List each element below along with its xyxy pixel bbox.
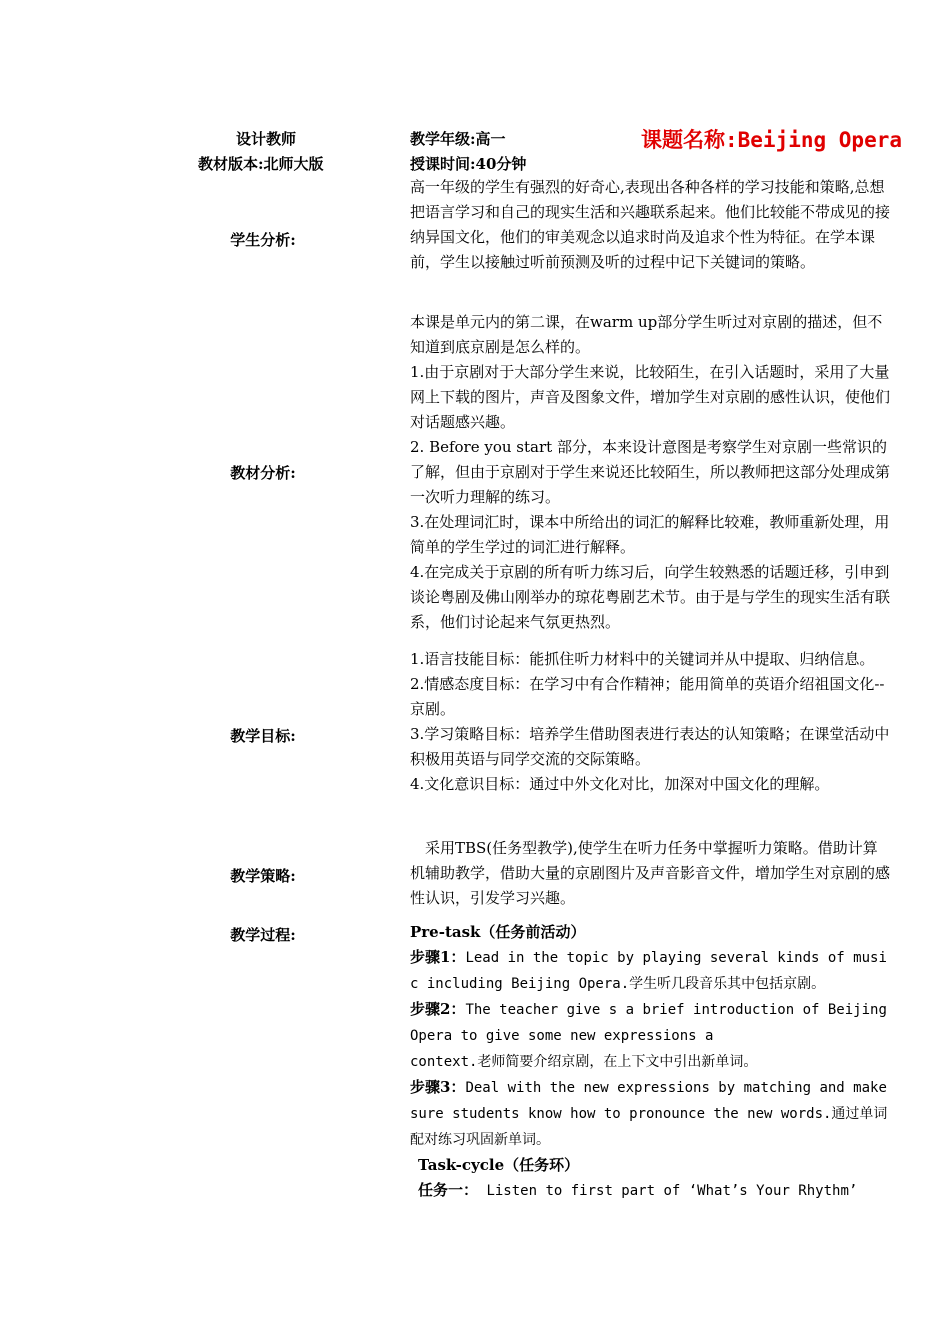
objective-item: 3.学习策略目标：培养学生借助图表进行表达的认知策略；在课堂活动中积极用英语与同学交流的交际策略。 — [410, 725, 890, 768]
page-title: 课题名称:Beijing Opera — [641, 128, 903, 152]
process-label: 教学过程: — [230, 926, 296, 944]
material-analysis-text — [410, 310, 892, 635]
material-paragraph: 3.在处理词汇时，课本中所给出的词汇的解释比较难，教师重新处理，用简单的学生学过的词汇进行解释。 — [410, 513, 890, 556]
step-text: context.老师简要介绍京剧，在上下文中引出新单词。 — [410, 1054, 758, 1070]
step-label: 步骤2： — [410, 1000, 466, 1018]
step-label: 步骤1： — [410, 948, 466, 966]
grade-label: 教学年级:高一 — [410, 130, 506, 148]
step-label: 步骤3： — [410, 1078, 466, 1096]
process-step — [410, 1075, 892, 1153]
material-paragraph: 1.由于京剧对于大部分学生来说，比较陌生，在引入话题时，采用了大量网上下载的图片，声音及图象文件，增加学生对京剧的感性认识，使他们对话题感兴趣。 — [410, 363, 891, 431]
objectives-text — [410, 647, 892, 797]
strategy-text: 采用TBS(任务型教学),使学生在听力任务中掌握听力策略。借助计算机辅助教学，借助大量的京剧图片及声音影音文件，增加学生对京剧的感性认识，引发学习兴趣。 — [410, 839, 891, 907]
objective-item: 4.文化意识目标：通过中外文化对比，加深对中国文化的理解。 — [410, 775, 830, 793]
task-cycle-heading: Task-cycle（任务环） — [418, 1156, 580, 1174]
material-analysis-label: 教材分析: — [230, 464, 296, 482]
process-step — [410, 997, 892, 1049]
strategy-label: 教学策略: — [230, 867, 296, 885]
material-paragraph: 2. Before you start 部分，本来设计意图是考察学生对京剧一些常识的了解，但由于京剧对于学生来说还比较陌生，所以教师把这部分处理成第一次听力理解的练习。 — [410, 438, 891, 506]
process-step — [410, 945, 892, 997]
material-paragraph: 本课是单元内的第二课，在warm up部分学生听过对京剧的描述，但不知道到底京剧是怎么样的。 — [410, 313, 883, 356]
step-text: Lead in the topic by playing several kinds of music including Beijing Opera.学生听几段音乐其中包括京剧。 — [410, 950, 887, 992]
material-paragraph: 4.在完成关于京剧的所有听力练习后，向学生较熟悉的话题迁移，引申到谈论粤剧及佛山刚举办的琼花粤剧艺术节。由于是与学生的现实生活有联系，他们讨论起来气氛更热烈。 — [410, 563, 891, 631]
edition-label: 教材版本:北师大版 — [198, 155, 324, 173]
student-analysis-text: 高一年级的学生有强烈的好奇心,表现出各种各样的学习技能和策略,总想把语言学习和自己的现实生活和兴趣联系起来。他们比较能不带成见的接纳异国文化，他们的审美观念以追求时尚及追求个性为特征。在学本课前，学生以接触过听前预测及听的过程中记下关键词的策略。 — [410, 178, 891, 271]
task-one-label: 任务一： — [418, 1181, 479, 1199]
pre-task-heading: Pre-task（任务前活动） — [410, 923, 586, 941]
student-analysis-label: 学生分析: — [230, 231, 296, 249]
process-text — [410, 920, 892, 1204]
task-one-text: Listen to first part of ‘What’s Your Rhythm’ — [478, 1183, 858, 1199]
task-one — [410, 1178, 892, 1204]
step-text: The teacher give s a brief introduction of Beijing Opera to give some new expressions a — [410, 1002, 887, 1044]
objectives-label: 教学目标: — [230, 727, 296, 745]
process-step-continued — [410, 1049, 892, 1075]
duration-label: 授课时间:40分钟 — [410, 155, 527, 173]
designer-label: 设计教师 — [236, 130, 297, 148]
objective-item: 1.语言技能目标：能抓住听力材料中的关键词并从中提取、归纳信息。 — [410, 650, 875, 668]
step-text: Deal with the new expressions by matching and make sure students know how to pronounce the new words.通过单词配对练习巩固新单词。 — [410, 1080, 888, 1148]
objective-item: 2.情感态度目标：在学习中有合作精神；能用简单的英语介绍祖国文化--京剧。 — [410, 675, 885, 718]
